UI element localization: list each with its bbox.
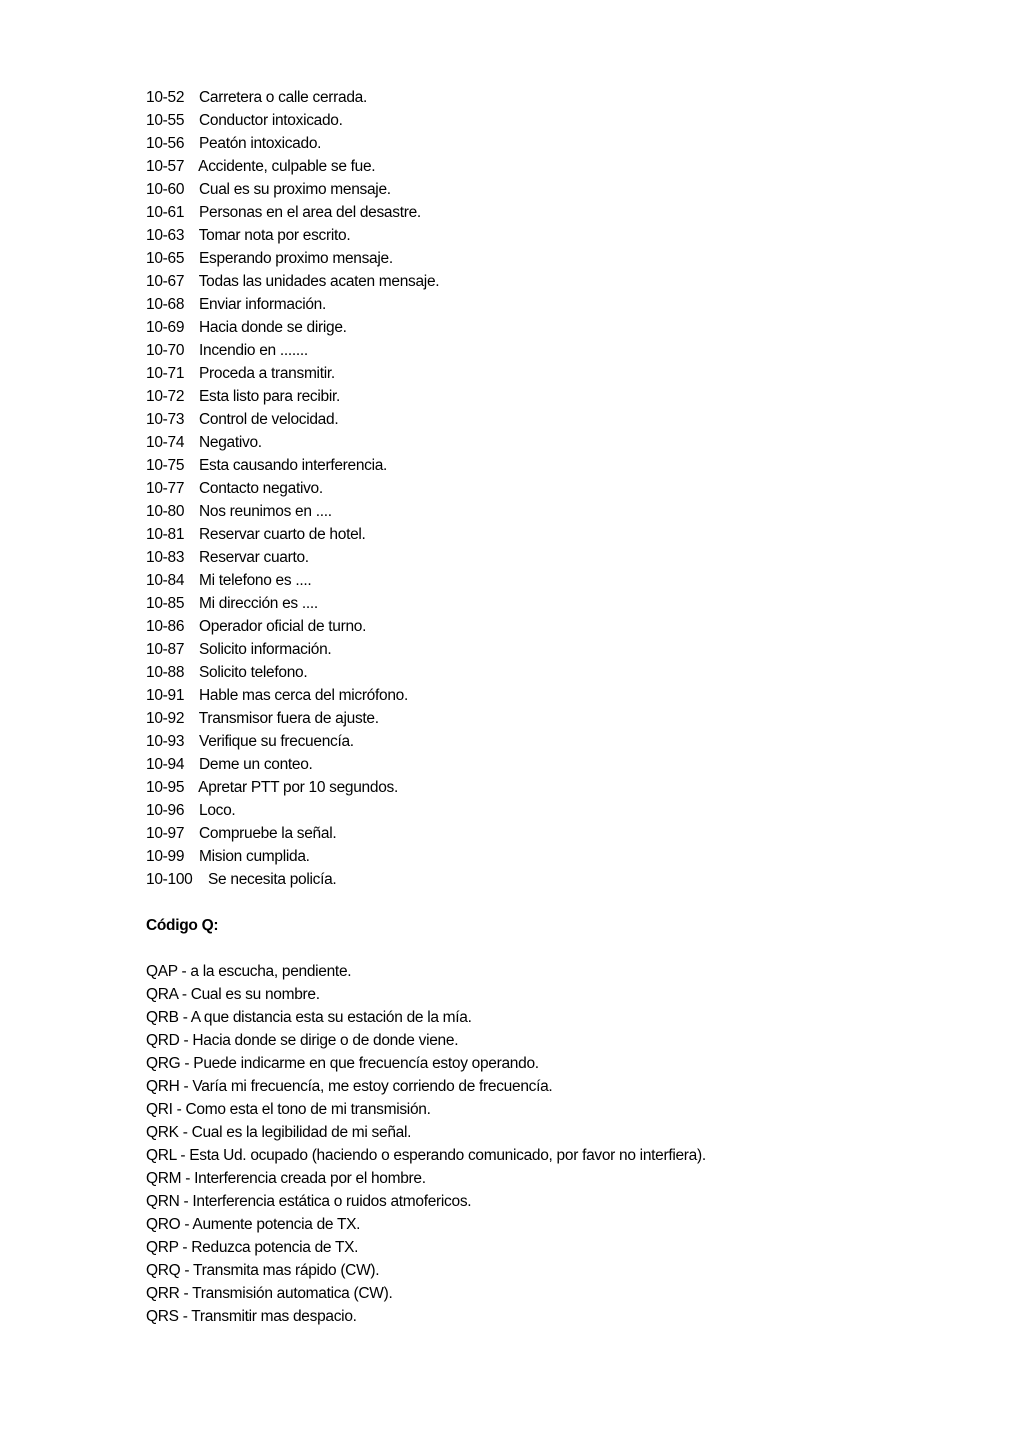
code-description: Transmisor fuera de ajuste.: [198, 710, 379, 727]
code-description: Hable mas cerca del micrófono.: [199, 687, 408, 704]
list-item: [146, 454, 1006, 477]
code-description: Solicito información.: [199, 641, 332, 658]
code-description: Verifique su frecuencía.: [199, 733, 354, 750]
list-item: [146, 638, 1006, 661]
code-label: 10-57: [146, 158, 185, 175]
code-label: 10-71: [146, 365, 185, 382]
code-label: 10-65: [146, 250, 185, 267]
code-description: Mi telefono es ....: [199, 572, 312, 589]
list-item: [146, 707, 1006, 730]
code-label: 10-52: [146, 89, 185, 106]
code-label: 10-63: [146, 227, 185, 244]
list-item: [146, 155, 1006, 178]
code-label: 10-92: [146, 710, 185, 727]
code-label: 10-68: [146, 296, 185, 313]
code-label: 10-93: [146, 733, 185, 750]
list-item: QAP - a la escucha, pendiente.: [146, 963, 352, 980]
list-item: QRH - Varía mi frecuencía, me estoy corriendo de frecuencía.: [146, 1078, 553, 1095]
code-description: Hacia donde se dirige.: [199, 319, 347, 336]
code-description: Deme un conteo.: [199, 756, 313, 773]
list-item: QRQ - Transmita mas rápido (CW).: [146, 1262, 380, 1279]
list-item: QRR - Transmisión automatica (CW).: [146, 1285, 393, 1302]
code-description: Personas en el area del desastre.: [199, 204, 421, 221]
list-item: QRD - Hacia donde se dirige o de donde viene.: [146, 1032, 459, 1049]
list-item: [146, 178, 1006, 201]
list-item: QRM - Interferencia creada por el hombre.: [146, 1170, 426, 1187]
list-item: [146, 293, 1006, 316]
list-item: [146, 362, 1006, 385]
code-label: 10-99: [146, 848, 185, 865]
code-description: Apretar PTT por 10 segundos.: [198, 779, 398, 796]
code-description: Control de velocidad.: [199, 411, 339, 428]
list-item: [146, 224, 1006, 247]
code-description: Todas las unidades acaten mensaje.: [198, 273, 440, 290]
q-code-list: [146, 960, 1006, 1328]
list-item: [146, 339, 1006, 362]
code-label: 10-86: [146, 618, 185, 635]
list-item: QRB - A que distancia esta su estación de la mía.: [146, 1009, 472, 1026]
code-label: 10-96: [146, 802, 185, 819]
code-description: Mi dirección es ....: [199, 595, 318, 612]
code-description: Incendio en .......: [199, 342, 308, 359]
code-description: Nos reunimos en ....: [199, 503, 332, 520]
code-label: 10-83: [146, 549, 185, 566]
code-label: 10-61: [146, 204, 185, 221]
code-label: 10-60: [146, 181, 185, 198]
code-label: 10-73: [146, 411, 185, 428]
code-label: 10-97: [146, 825, 185, 842]
code-label: 10-95: [146, 779, 185, 796]
list-item: [146, 270, 1006, 293]
code-description: Enviar información.: [199, 296, 326, 313]
list-item: [146, 477, 1006, 500]
code-label: 10-94: [146, 756, 185, 773]
list-item: [146, 569, 1006, 592]
code-label: 10-55: [146, 112, 185, 129]
list-item: [146, 592, 1006, 615]
list-item: [146, 109, 1006, 132]
code-description: Solicito telefono.: [199, 664, 308, 681]
code-label: 10-70: [146, 342, 185, 359]
section-heading: Código Q:: [146, 917, 219, 934]
list-item: QRS - Transmitir mas despacio.: [146, 1308, 357, 1325]
code-label: 10-100: [146, 871, 193, 888]
list-item: [146, 776, 1006, 799]
code-description: Reservar cuarto de hotel.: [199, 526, 366, 543]
code-description: Peatón intoxicado.: [199, 135, 322, 152]
list-item: QRA - Cual es su nombre.: [146, 986, 320, 1003]
list-item: [146, 132, 1006, 155]
list-item: QRL - Esta Ud. ocupado (haciendo o esperando comunicado, por favor no interfiera).: [146, 1147, 706, 1164]
document-page: [146, 86, 1006, 1328]
code-description: Proceda a transmitir.: [199, 365, 335, 382]
list-item: [146, 385, 1006, 408]
code-description: Cual es su proximo mensaje.: [199, 181, 391, 198]
list-item: QRK - Cual es la legibilidad de mi señal.: [146, 1124, 412, 1141]
code-description: Accidente, culpable se fue.: [198, 158, 376, 175]
list-item: [146, 247, 1006, 270]
code-label: 10-67: [146, 273, 185, 290]
code-description: Reservar cuarto.: [199, 549, 309, 566]
list-item: [146, 86, 1006, 109]
list-item: [146, 799, 1006, 822]
code-label: 10-72: [146, 388, 185, 405]
list-item: QRN - Interferencia estática o ruidos atmofericos.: [146, 1193, 472, 1210]
list-item: [146, 822, 1006, 845]
list-item: QRO - Aumente potencia de TX.: [146, 1216, 361, 1233]
list-item: [146, 201, 1006, 224]
code-label: 10-85: [146, 595, 185, 612]
code-description: Mision cumplida.: [199, 848, 310, 865]
list-item: QRI - Como esta el tono de mi transmisión.: [146, 1101, 431, 1118]
list-item: [146, 684, 1006, 707]
list-item: [146, 661, 1006, 684]
list-item: [146, 523, 1006, 546]
code-description: Negativo.: [199, 434, 262, 451]
list-item: [146, 868, 1006, 891]
code-description: Esta listo para recibir.: [199, 388, 340, 405]
code-label: 10-75: [146, 457, 185, 474]
code-description: Compruebe la señal.: [199, 825, 337, 842]
list-item: [146, 546, 1006, 569]
list-item: QRP - Reduzca potencia de TX.: [146, 1239, 359, 1256]
ten-code-list: [146, 86, 1006, 891]
code-label: 10-80: [146, 503, 185, 520]
code-label: 10-91: [146, 687, 185, 704]
list-item: QRG - Puede indicarme en que frecuencía estoy operando.: [146, 1055, 539, 1072]
code-description: Esta causando interferencia.: [199, 457, 388, 474]
code-description: Operador oficial de turno.: [199, 618, 367, 635]
code-label: 10-69: [146, 319, 185, 336]
list-item: [146, 730, 1006, 753]
code-description: Se necesita policía.: [208, 871, 337, 888]
code-label: 10-81: [146, 526, 185, 543]
list-item: [146, 845, 1006, 868]
list-item: [146, 408, 1006, 431]
code-description: Contacto negativo.: [199, 480, 323, 497]
code-label: 10-77: [146, 480, 185, 497]
code-label: 10-88: [146, 664, 185, 681]
code-description: Carretera o calle cerrada.: [199, 89, 367, 106]
list-item: [146, 316, 1006, 339]
code-label: 10-87: [146, 641, 185, 658]
code-label: 10-84: [146, 572, 185, 589]
code-description: Conductor intoxicado.: [199, 112, 343, 129]
code-description: Loco.: [199, 802, 236, 819]
list-item: [146, 500, 1006, 523]
code-label: 10-56: [146, 135, 185, 152]
code-label: 10-74: [146, 434, 185, 451]
code-description: Esperando proximo mensaje.: [199, 250, 393, 267]
list-item: [146, 615, 1006, 638]
list-item: [146, 431, 1006, 454]
code-description: Tomar nota por escrito.: [198, 227, 351, 244]
list-item: [146, 753, 1006, 776]
